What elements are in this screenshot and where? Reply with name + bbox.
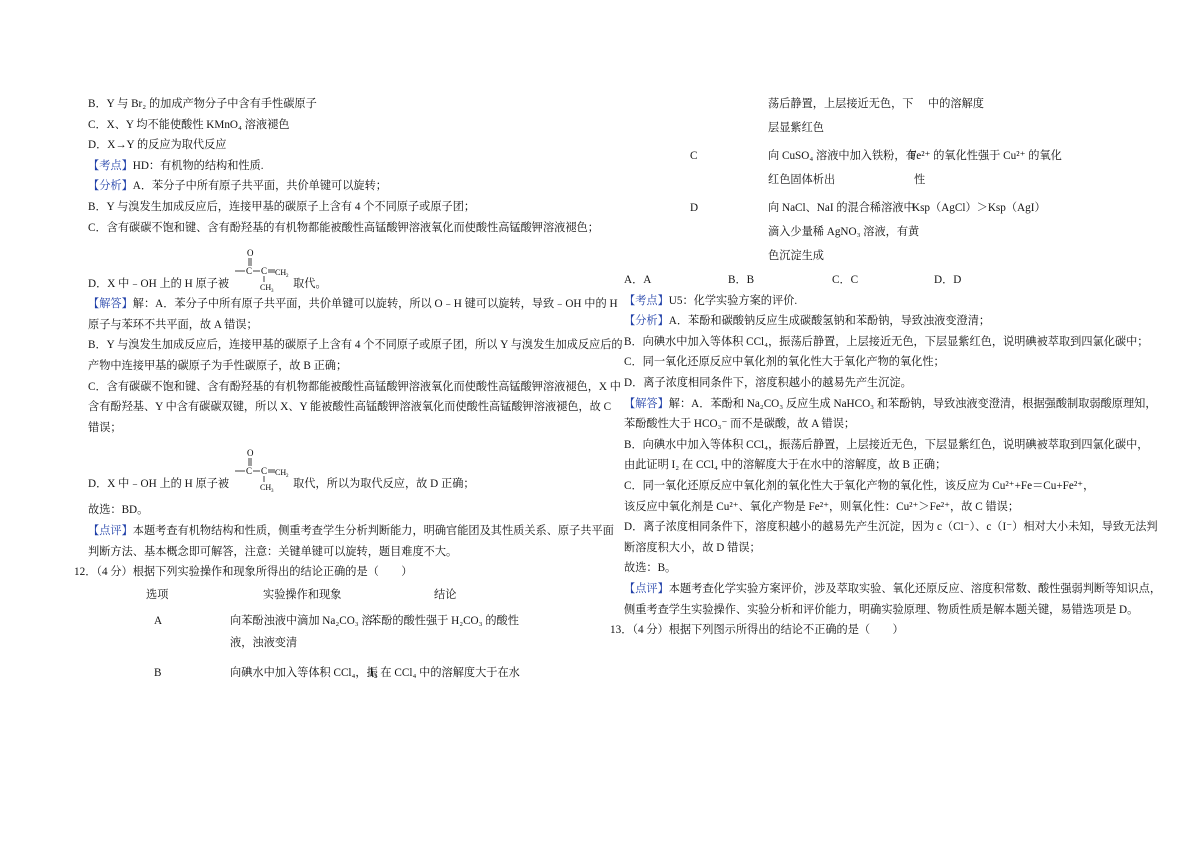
- row-b-operation-2: 荡后静置，上层接近无色，下: [768, 98, 914, 110]
- choice-c: C．C: [832, 274, 859, 286]
- jieda-a2: 原子与苯环不共平面，故 A 错误；: [88, 318, 258, 331]
- svg-text:CH: CH: [275, 468, 287, 478]
- fenxi-d-line: [88, 238, 588, 294]
- dianping-tag: 【点评】: [624, 582, 669, 595]
- fenxi-b: B．Y 与溴发生加成反应后，连接甲基的碳原子上含有 4 个不同原子或原子团；: [88, 200, 476, 213]
- dianping-tag: 【点评】: [88, 524, 133, 537]
- row-a-operation-1: 向苯酚浊液中滴加 Na₂CO₃ 溶: [230, 614, 373, 627]
- row-c-option: C: [690, 150, 698, 162]
- row-d-conclusion-1: Ksp（AgCl）＞Ksp（AgI）: [912, 202, 1046, 214]
- choice-b: B．B: [728, 274, 755, 286]
- svg-text:C: C: [246, 466, 253, 477]
- jieda-b1: B．Y 与溴发生加成反应后，连接甲基的碳原子上含有 4 个不同原子或原子团，所以 Y 与溴发生加成反应后的: [88, 339, 623, 352]
- kaodian-tag: 【考点】: [88, 159, 133, 172]
- jieda-c2: 含有酚羟基、Y 中含有碳碳双键，所以 X、Y 能被酸性高锰酸钾溶液氧化而使酸性高锰酸钾溶液褪色，故 C: [88, 401, 612, 414]
- fenxi-d-post: 取代。: [293, 277, 327, 290]
- jieda-c1: C．同一氧化还原反应中氧化剂的氧化性大于氧化产物的氧化性，该反应为 Cu²⁺+Fe＝Cu+Fe²⁺，: [624, 479, 1095, 492]
- jieda-d-line: [88, 438, 588, 494]
- table-header-option: 选项: [146, 588, 169, 601]
- kaodian-line: [624, 291, 1124, 312]
- row-b-operation-3: 层显紫红色: [768, 122, 824, 134]
- jieda-b1: B．向碘水中加入等体积 CCl₄，振荡后静置，上层接近无色，下层显紫红色，说明碘被萃取到四氯化碳中，: [624, 438, 1149, 451]
- dianping2: 侧重考查学生实验操作、实验分析和评价能力，明确实验原理、物质性质是解本题关键，易错选项是 D。: [624, 603, 1139, 616]
- q12-table-right: [624, 94, 1124, 270]
- dianping1: 本题考查化学实验方案评价，涉及萃取实验、氧化还原反应、溶度积常数、酸性强弱判断等知识点，: [668, 582, 1162, 595]
- svg-text:C: C: [261, 266, 268, 277]
- jieda-d-pre: D．X 中﹣OH 上的 H 原子被: [88, 477, 230, 490]
- row-c-conclusion-1: Fe²⁺ 的氧化性强于 Cu²⁺ 的氧化: [910, 150, 1062, 162]
- option-b: B．Y 与 Br₂ 的加成产物分子中含有手性碳原子: [88, 98, 317, 110]
- row-c-operation-2: 红色固体析出: [768, 174, 836, 186]
- row-b-conclusion-1: I₂ 在 CCl₄ 中的溶解度大于在水: [370, 666, 520, 679]
- methacryloyl-structure: [233, 446, 289, 494]
- row-c-conclusion-2: 性: [914, 174, 926, 186]
- option-d: D．X→Y 的反应为取代反应: [88, 139, 227, 152]
- fenxi-a: A．苯酚和碳酸钠反应生成碳酸氢钠和苯酚钠，导致浊液变澄清；: [668, 315, 991, 328]
- row-d-operation-1: 向 NaCl、NaI 的混合稀溶液中: [768, 202, 915, 214]
- jieda-line: [88, 294, 618, 315]
- row-d-option: D: [690, 202, 699, 214]
- dianping-line: [624, 579, 1162, 600]
- svg-text:2: 2: [286, 274, 289, 280]
- svg-text:CH: CH: [260, 283, 272, 293]
- jieda-d1: D．离子浓度相同条件下，溶度积越小的越易先产生沉淀，因为 c（Cl⁻）、c（I⁻）相对大小未知，导致无法判: [624, 521, 1158, 534]
- fenxi-line: [88, 176, 588, 197]
- jieda-tag: 【解答】: [88, 298, 133, 311]
- methacryloyl-structure: [233, 246, 289, 294]
- jieda-c1: C．含有碳碳不饱和键、含有酚羟基的有机物都能被酸性高锰酸钾溶液氧化而使酸性高锰酸钾溶液褪色，X 中: [88, 380, 621, 393]
- table-header-operation: 实验操作和现象: [263, 588, 342, 601]
- option-c: C．X、Y 均不能使酸性 KMnO₄ 溶液褪色: [88, 118, 290, 131]
- answer-line: 故选：B。: [624, 562, 677, 575]
- choice-a: A．A: [624, 274, 652, 286]
- row-b-conclusion-2: 中的溶解度: [928, 98, 984, 110]
- row-d-operation-2: 滴入少量稀 AgNO₃ 溶液，有黄: [768, 226, 920, 238]
- fenxi-d-pre: D．X 中﹣OH 上的 H 原子被: [88, 277, 230, 290]
- jieda-b2: 由此证明 I₂ 在 CCl₄ 中的溶解度大于在水中的溶解度，故 B 正确；: [624, 459, 947, 472]
- jieda-c3: 错误；: [88, 421, 122, 434]
- svg-text:C: C: [246, 266, 253, 277]
- kaodian-tag: 【考点】: [624, 294, 669, 307]
- jieda-d-post: 取代，所以为取代反应，故 D 正确；: [293, 477, 475, 490]
- kaodian-text: U5：化学实验方案的评价.: [668, 294, 798, 307]
- svg-text:CH: CH: [260, 483, 272, 493]
- row-c-operation-1: 向 CuSO₄ 溶液中加入铁粉，有: [768, 150, 917, 162]
- dianping1: 本题考查有机物结构和性质，侧重考查学生分析判断能力，明确官能团及其性质关系、原子共平面: [132, 524, 614, 537]
- jieda-b2: 产物中连接甲基的碳原子为手性碳原子，故 B 正确；: [88, 359, 348, 372]
- right-column: [610, 94, 1162, 641]
- kaodian-line: [88, 156, 588, 177]
- svg-text:CH: CH: [275, 268, 287, 278]
- q12-table-left: [88, 583, 588, 703]
- jieda-a1: 解：A．苯酚和 Na₂CO₃ 反应生成 NaHCO₃ 和苯酚钠，导致浊液变澄清，根据强酸制取弱酸原理知，: [668, 397, 1157, 410]
- jieda-line: [624, 394, 1157, 415]
- svg-text:3: 3: [271, 289, 274, 295]
- row-b-option: B: [154, 666, 162, 679]
- svg-text:C: C: [261, 466, 268, 477]
- svg-text:3: 3: [271, 489, 274, 495]
- fenxi-tag: 【分析】: [88, 180, 133, 193]
- fenxi-c: C．同一氧化还原反应中氧化剂的氧化性大于氧化产物的氧化性；: [624, 356, 945, 369]
- question-13: 13．（4 分）根据下列图示所得出的结论不正确的是（ ）: [610, 624, 904, 637]
- fenxi-b: B．向碘水中加入等体积 CCl₄，振荡后静置，上层接近无色，下层显紫红色，说明碘被萃取到四氯化碳中；: [624, 335, 1149, 348]
- fenxi-tag: 【分析】: [624, 315, 669, 328]
- choice-d: D．D: [934, 274, 962, 286]
- kaodian-text: HD：有机物的结构和性质.: [132, 159, 264, 172]
- fenxi-line: [624, 311, 1124, 332]
- fenxi-c: C．含有碳碳不饱和键、含有酚羟基的有机物都能被酸性高锰酸钾溶液氧化而使酸性高锰酸钾溶液褪色；: [88, 221, 599, 234]
- jieda-tag: 【解答】: [624, 397, 669, 410]
- svg-text:O: O: [247, 248, 254, 259]
- jieda-d2: 断溶度积大小，故 D 错误；: [624, 541, 761, 554]
- answer-choices: [624, 270, 1124, 291]
- dianping-line: [88, 521, 614, 542]
- row-b-operation-1: 向碘水中加入等体积 CCl₄，振: [230, 666, 378, 679]
- row-a-operation-2: 液，浊液变清: [230, 636, 298, 649]
- answer-line: 故选：BD。: [88, 504, 149, 517]
- jieda-c2: 该反应中氧化剂是 Cu²⁺、氧化产物是 Fe²⁺，则氧化性：Cu²⁺＞Fe²⁺，故 C 错误；: [624, 500, 1020, 513]
- left-column: [74, 94, 623, 703]
- svg-text:2: 2: [286, 474, 289, 480]
- question-12: 12．（4 分）根据下列实验操作和现象所得出的结论正确的是（ ）: [74, 566, 413, 579]
- jieda-a1: 解：A．苯分子中所有原子共平面，共价单键可以旋转，所以 O﹣H 键可以旋转，导致﹣OH 中的 H: [132, 298, 618, 311]
- dianping2: 判断方法、基本概念即可解答，注意：关键单键可以旋转，题目难度不大。: [88, 545, 458, 558]
- fenxi-d: D．离子浓度相同条件下，溶度积越小的越易先产生沉淀。: [624, 376, 912, 389]
- row-d-operation-3: 色沉淀生成: [768, 250, 824, 262]
- fenxi-a: A．苯分子中所有原子共平面，共价单键可以旋转；: [132, 180, 387, 193]
- svg-text:O: O: [247, 448, 254, 459]
- row-a-conclusion-1: 苯酚的酸性强于 H₂CO₃ 的酸性: [370, 614, 519, 627]
- table-header-conclusion: 结论: [434, 588, 457, 601]
- jieda-a2: 苯酚酸性大于 HCO₃⁻ 而不是碳酸，故 A 错误；: [624, 418, 856, 431]
- row-a-option: A: [154, 614, 163, 627]
